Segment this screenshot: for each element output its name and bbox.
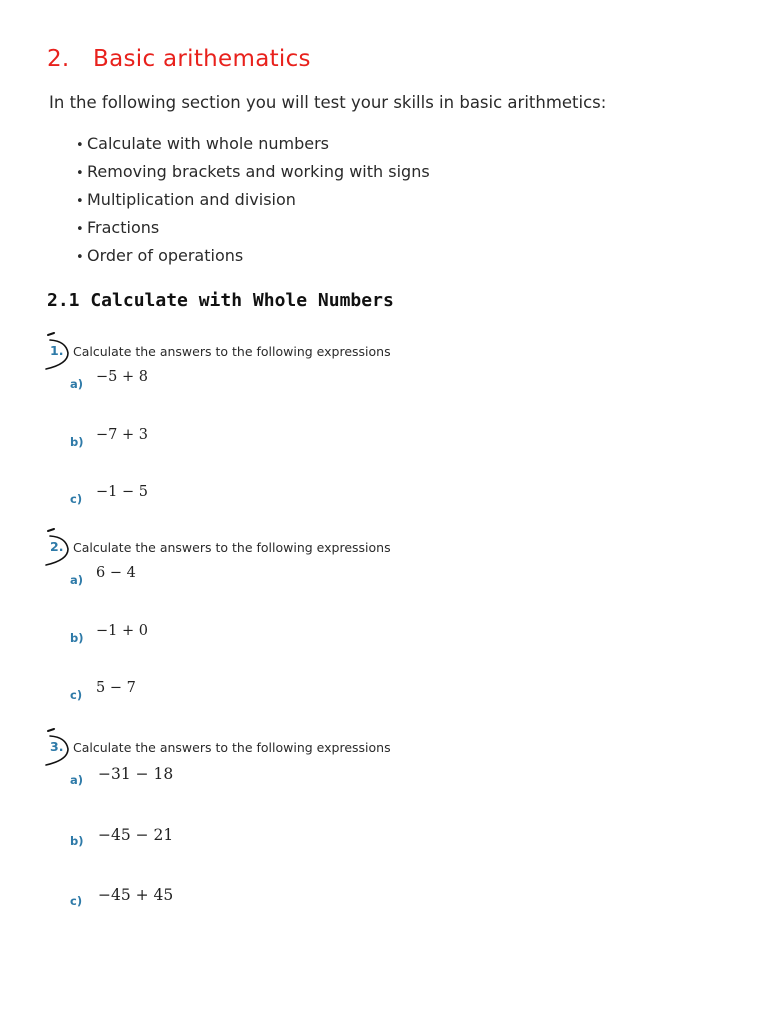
section-title (47, 46, 311, 72)
item-label: a) (70, 573, 84, 587)
item-label: b) (70, 631, 84, 645)
item-label: b) (70, 834, 84, 848)
math-expression: −1 + 0 (96, 623, 148, 639)
question-number: 3. (50, 739, 64, 754)
list-item: • Fractions (76, 215, 430, 243)
math-expression: 5 − 7 (96, 680, 136, 696)
exercise-item (0, 565, 768, 589)
math-expression: −5 + 8 (96, 369, 148, 385)
question-text: Calculate the answers to the following expressions (73, 540, 391, 555)
bullet-icon: • (76, 166, 84, 181)
list-item: • Multiplication and division (76, 187, 430, 215)
question-2 (0, 539, 768, 709)
math-expression: −45 + 45 (98, 886, 174, 904)
item-label: b) (70, 435, 84, 449)
question-text: Calculate the answers to the following expressions (73, 740, 391, 755)
exercise-item (0, 623, 768, 647)
intro-paragraph: In the following section you will test your skills in basic arithmetics: (49, 93, 607, 112)
math-expression: −1 − 5 (96, 484, 148, 500)
exercise-item (0, 484, 768, 508)
topic-list (76, 131, 430, 271)
question-1 (0, 343, 768, 513)
exercise-item (0, 680, 768, 704)
bullet-icon: • (76, 194, 84, 209)
math-expression: −7 + 3 (96, 427, 148, 443)
item-label: c) (70, 688, 83, 702)
subsection-title: 2.1 Calculate with Whole Numbers (47, 290, 394, 311)
item-label: c) (70, 492, 83, 506)
math-expression: −45 − 21 (98, 826, 174, 844)
item-label: a) (70, 773, 84, 787)
question-text: Calculate the answers to the following expressions (73, 344, 391, 359)
section-number: 2. (47, 46, 70, 72)
list-item: • Calculate with whole numbers (76, 131, 430, 159)
question-number: 2. (50, 539, 64, 554)
item-label: c) (70, 894, 83, 908)
exercise-item (0, 886, 768, 910)
question-3 (0, 739, 768, 919)
bullet-icon: • (76, 250, 84, 265)
item-label: a) (70, 377, 84, 391)
question-number: 1. (50, 343, 64, 358)
exercise-item (0, 369, 768, 393)
exercise-item (0, 826, 768, 850)
bullet-icon: • (76, 138, 84, 153)
section-title-text: Basic arithematics (93, 46, 311, 72)
exercise-item (0, 765, 768, 789)
math-expression: 6 − 4 (96, 565, 136, 581)
list-item: • Order of operations (76, 243, 430, 271)
bullet-icon: • (76, 222, 84, 237)
list-item: • Removing brackets and working with signs (76, 159, 430, 187)
math-expression: −31 − 18 (98, 765, 174, 783)
exercise-item (0, 427, 768, 451)
